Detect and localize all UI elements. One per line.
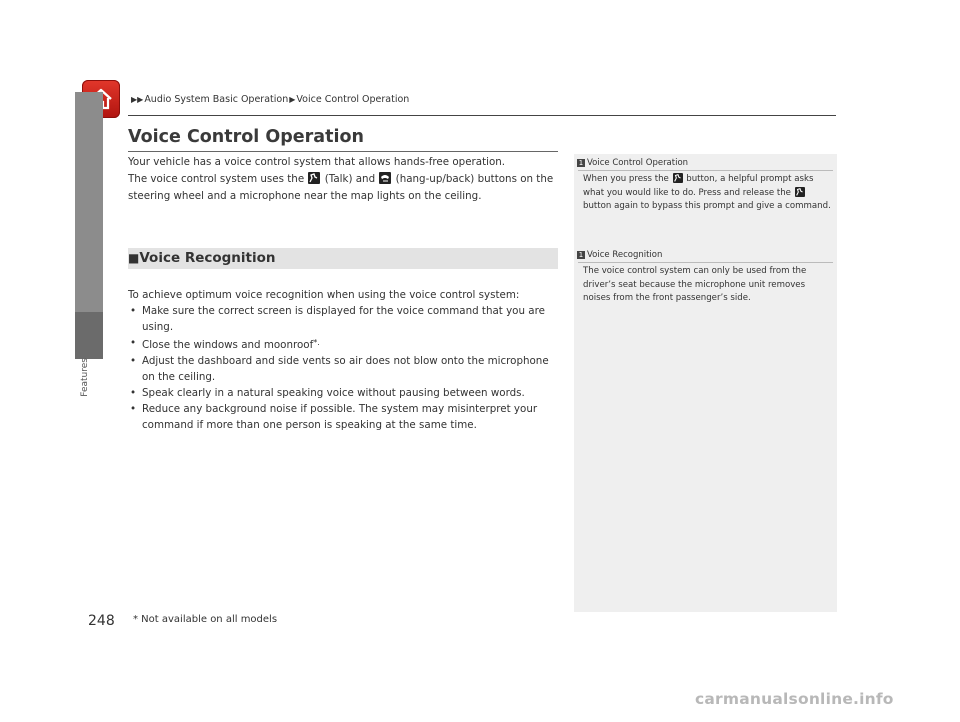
recognition-list [128, 287, 558, 433]
breadcrumb-arrow-icon: ▶ [289, 95, 296, 104]
hang-up-icon [379, 172, 391, 184]
intro-line2 [128, 171, 558, 188]
list-item: • Adjust the dashboard and side vents so air does not blow onto the microphone on the ceiling. [128, 353, 558, 385]
talk-icon [673, 173, 683, 183]
intro-line1: Your vehicle has a voice control system that allows hands-free operation. [128, 156, 506, 168]
note-text: button again to bypass this prompt and give a command. [583, 201, 831, 212]
note-title-voice-control [577, 158, 688, 168]
footnote-marker: *. [313, 338, 320, 347]
list-item: • Speak clearly in a natural speaking voice without pausing between words. [128, 385, 558, 401]
intro-paragraph [128, 154, 558, 205]
title-divider [128, 151, 558, 152]
page-title: Voice Control Operation [128, 127, 364, 147]
note-title-text: Voice Control Operation [587, 158, 689, 168]
hang-up-label: (hang-up/back) buttons on the [392, 173, 554, 185]
section-title [128, 250, 276, 266]
section-square-icon: ■ [128, 251, 140, 265]
chapter-tab-label: Features [80, 358, 90, 397]
note-divider [578, 262, 833, 263]
note-divider [578, 170, 833, 171]
header-divider [128, 115, 836, 116]
list-item [128, 335, 558, 353]
list-item: • Reduce any background noise if possible. The system may misinterpret your command if more than one person is speaking at the same time. [128, 401, 558, 433]
note-ref-icon: 1 [578, 159, 584, 167]
watermark: carmanualsonline.info [695, 690, 894, 708]
breadcrumb-level1[interactable]: Audio System Basic Operation [144, 94, 289, 105]
breadcrumb [130, 94, 409, 105]
talk-label: (Talk) and [321, 173, 379, 185]
talk-icon [308, 172, 320, 184]
page-number: 248 [88, 613, 115, 629]
talk-icon [795, 187, 805, 197]
intro-line3: steering wheel and a microphone near the map lights on the ceiling. [128, 190, 482, 202]
note-body-voice-control [583, 173, 831, 214]
notes-panel [574, 154, 837, 612]
intro-line2-text: The voice control system uses the [128, 173, 308, 185]
breadcrumb-level2[interactable]: Voice Control Operation [296, 94, 410, 105]
note-title-text: Voice Recognition [587, 250, 663, 260]
note-ref-icon: 1 [578, 251, 584, 259]
note-text: When you press the [583, 174, 672, 184]
note-body-voice-recognition: The voice control system can only be used from the driver’s seat because the microphone unit removes noises from the front passenger’s side. [583, 266, 807, 304]
chapter-tab-active [75, 312, 103, 359]
note-title-voice-recognition [577, 250, 662, 260]
section-title-text: Voice Recognition [139, 250, 276, 266]
footnote: * Not available on all models [133, 614, 278, 625]
list-item-text: Close the windows and moonroof [142, 339, 314, 351]
list-item: • Make sure the correct screen is displayed for the voice command that you are using. [128, 303, 558, 335]
note-text: button, a helpful prompt asks what you would like to do. Press and release the [583, 174, 814, 198]
breadcrumb-arrow-icon: ▶▶ [131, 95, 144, 104]
recognition-lead: To achieve optimum voice recognition when using the voice control system: [128, 289, 520, 301]
